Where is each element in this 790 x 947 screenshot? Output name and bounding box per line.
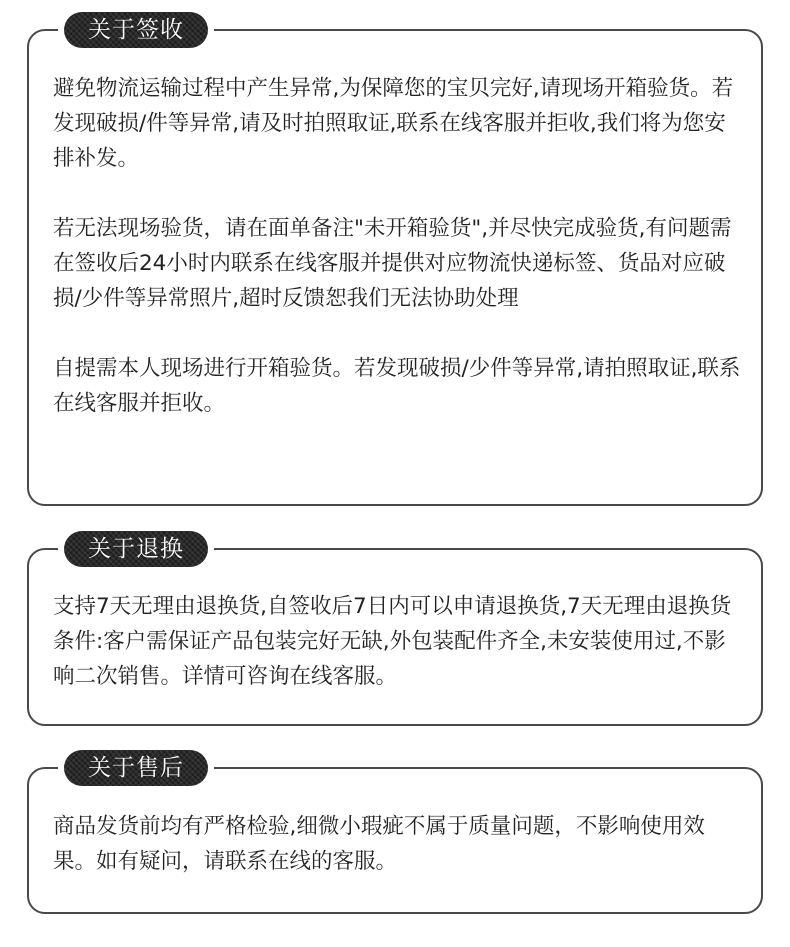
section-receipt xyxy=(27,12,763,506)
paragraph: 若无法现场验货，请在面单备注"未开箱验货",并尽快完成验货,有问题需在签收后24小时内联系在线客服并提供对应物流快递标签、货品对应破损/少件等异常照片,超时反馈恕我们无法协助处理 xyxy=(53,216,732,311)
section-after-sales-content xyxy=(53,809,741,879)
section-return xyxy=(27,531,763,726)
paragraph: 支持7天无理由退换货,自签收后7日内可以申请退换货,7天无理由退换货条件:客户需保证产品包装完好无缺,外包装配件齐全,未安装使用过,不影响二次销售。详情可咨询在线客服。 xyxy=(53,594,732,689)
paragraph: 避免物流运输过程中产生异常,为保障您的宝贝完好,请现场开箱验货。若发现破损/件等异常,请及时拍照取证,联系在线客服并拒收,我们将为您安排补发。 xyxy=(53,76,734,171)
paragraph: 商品发货前均有严格检验,细微小瑕疵不属于质量问题，不影响使用效果。如有疑问，请联系在线的客服。 xyxy=(53,814,705,874)
section-receipt-content xyxy=(53,71,741,421)
paragraph: 自提需本人现场进行开箱验货。若发现破损/少件等异常,请拍照取证,联系在线客服并拒收。 xyxy=(53,356,741,416)
section-after-sales xyxy=(27,750,763,914)
section-return-content xyxy=(53,589,741,694)
section-receipt-title: 关于签收 xyxy=(64,12,208,48)
section-return-title: 关于退换 xyxy=(64,531,208,567)
section-after-sales-title: 关于售后 xyxy=(64,750,208,786)
